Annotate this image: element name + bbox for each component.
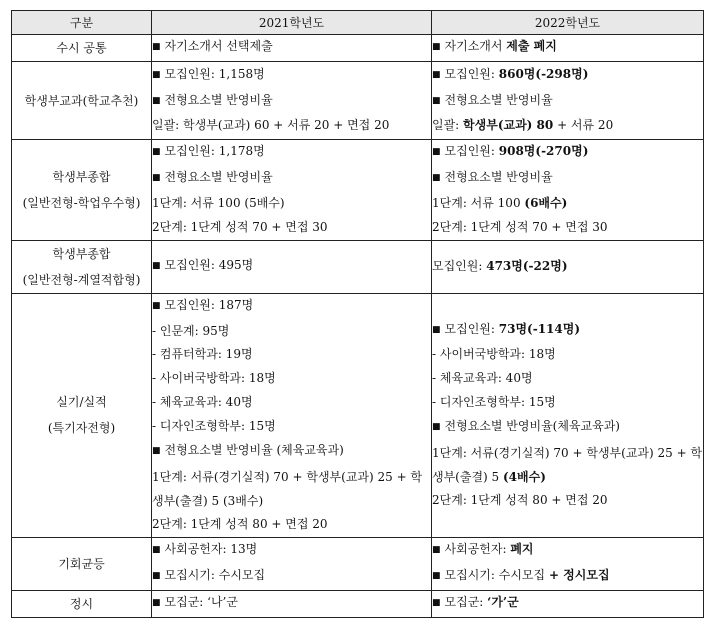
emphasis-text: 제출 폐지 [506,39,557,54]
cell-text: 모집인원: 1,158명 [164,66,265,81]
cell-line [152,216,431,240]
cell-text: 2단계: 1단계 성적 80 + 면접 20 [152,516,328,531]
table-body [12,35,704,618]
cell-text: 2단계: 1단계 성적 80 + 면접 20 [432,493,608,508]
category-label: (일반전형-계열적합형) [22,272,141,287]
cell-line [152,513,431,537]
cell-line [152,35,431,61]
cell-2021 [152,140,432,241]
bullet-icon: ■ [432,597,441,608]
cell-text: 1단계: 서류 100 (5배수) [152,195,285,210]
cell-text: - 인문계: 95명 [152,323,230,338]
category-label: 기회균등 [58,556,105,571]
category-cell [12,293,152,537]
cell-line [152,591,431,617]
cell-text: - 체육교육과: 40명 [432,371,533,386]
cell-line [152,166,431,192]
bullet-icon: ■ [152,147,161,157]
cell-2021 [152,293,432,537]
admissions-comparison-table [11,10,704,618]
bullet-icon: ■ [432,324,441,335]
bullet-icon: ■ [432,69,441,80]
cell-line [432,318,703,344]
cell-line [432,192,703,216]
cell-text: 모집인원: 1,178명 [164,144,265,158]
cell-2022 [432,537,704,590]
cell-line [432,367,703,391]
cell-text: 전형요소별 반영비율 [164,92,273,107]
cell-text: 모집인원: [444,321,499,336]
cell-text: 일괄: [432,118,464,133]
cell-line [432,166,703,192]
bullet-icon: ■ [152,172,161,183]
bullet-icon: ■ [432,147,441,157]
bullet-icon: ■ [152,597,161,608]
category-label: 학생부교과(학교추천) [24,93,139,108]
category-cell [12,140,152,241]
cell-text: - 컴퓨터학과: 19명 [152,347,253,362]
cell-text: + 서류 20 [553,118,614,133]
header-row [12,11,704,35]
cell-line [152,192,431,216]
cell-2021 [152,35,432,62]
cell-text: 전형요소별 반영비율 [444,92,553,107]
bullet-icon: ■ [432,172,441,183]
cell-text: 사회공헌자: 13명 [164,541,258,556]
cell-line [152,564,431,590]
cell-line [152,294,431,320]
table-row [12,35,704,62]
category-cell [12,35,152,62]
cell-text: 일괄: 학생부(교과) 60 + 서류 20 + 면접 20 [152,118,390,133]
bullet-icon: ■ [152,42,161,53]
cell-line [152,367,431,391]
emphasis-text: + 정시모집 [548,567,610,582]
cell-line [152,439,431,465]
category-label: 수시 공통 [56,41,107,55]
category-label: 학생부종합 [52,169,111,184]
cell-text: - 사이버국방학과: 18명 [152,371,276,386]
cell-line [432,140,703,166]
cell-text: 모집인원: 495명 [164,257,254,272]
cell-text: 2단계: 1단계 성적 70 + 면접 30 [152,219,328,234]
table-row [12,537,704,590]
cell-text: 모집군: [444,594,488,609]
cell-text: 사회공헌자: [444,541,511,556]
cell-line [152,254,431,280]
cell-2021 [152,240,432,293]
cell-line [432,255,703,279]
bullet-icon: ■ [432,422,441,433]
cell-2022 [432,140,704,241]
bullet-icon: ■ [432,95,441,106]
emphasis-text: ‘가’군 [487,594,519,609]
cell-text: 모집인원: 187명 [164,297,254,312]
cell-2022 [432,590,704,617]
cell-text: 모집시기: 수시모집 [444,567,549,582]
cell-2021 [152,590,432,617]
cell-text: 자기소개서 선택제출 [164,39,273,54]
category-cell [12,62,152,140]
cell-line [432,63,703,89]
cell-text: - 디자인조형학부: 15명 [152,419,276,434]
bullet-icon: ■ [152,570,161,581]
bullet-icon: ■ [432,42,441,53]
cell-line [432,415,703,441]
category-label: (특기자전형) [47,421,116,436]
emphasis-text: (4배수) [503,470,546,485]
category-label: 실기/실적 [56,395,107,410]
cell-line [432,591,703,617]
cell-line [152,114,431,138]
bullet-icon: ■ [152,544,161,555]
cell-text: 전형요소별 반영비율 [444,169,553,184]
cell-line [152,538,431,564]
emphasis-text: 908명(-270명) [498,144,589,158]
cell-text: 모집인원: [432,258,487,273]
cell-text: 모집군: ‘나’군 [164,594,238,609]
cell-2022 [432,240,704,293]
cell-line [152,320,431,344]
emphasis-text: 860명(-298명) [498,66,589,81]
table-row [12,140,704,241]
category-label: (일반전형-학업우수형) [22,195,141,210]
cell-line [152,343,431,367]
bullet-icon: ■ [152,300,161,311]
emphasis-text: (6배수) [524,195,568,210]
cell-line [432,441,703,489]
cell-text: 모집시기: 수시모집 [164,567,266,582]
cell-line [152,63,431,89]
cell-line [152,89,431,115]
cell-line [152,415,431,439]
cell-text: 2단계: 1단계 성적 70 + 면접 30 [432,219,608,234]
header-category: 구분 [12,11,152,35]
bullet-icon: ■ [152,446,161,457]
cell-line [432,114,703,138]
cell-text: 1단계: 서류 100 [432,195,525,210]
category-cell [12,240,152,293]
category-label: 학생부종합 [52,246,111,261]
cell-text: 전형요소별 반영비율 (체육교육과) [164,443,344,458]
category-label: 정시 [69,596,94,611]
table-row [12,293,704,537]
cell-line [152,140,431,166]
bullet-icon: ■ [152,95,161,106]
cell-line [152,465,431,513]
emphasis-text: 학생부(교과) 80 [463,118,554,133]
table-row [12,62,704,140]
cell-line [432,35,703,61]
cell-text: 전형요소별 반영비율(체육교육과) [444,419,620,434]
cell-line [432,343,703,367]
cell-text: 모집인원: [444,66,499,81]
emphasis-text: 폐지 [510,541,534,556]
emphasis-text: 473명(-22명) [486,258,568,273]
cell-2021 [152,537,432,590]
cell-2022 [432,293,704,537]
cell-line [432,89,703,115]
emphasis-text: 73명(-114명) [498,321,581,336]
cell-line [432,216,703,240]
category-cell [12,590,152,617]
header-2021: 2021학년도 [152,11,432,35]
cell-line [432,489,703,513]
cell-text: 1단계: 서류(경기실적) 70 + 학생부(교과) 25 + 학생부(출결) 5 [432,446,703,485]
cell-2022 [432,62,704,140]
cell-line [152,391,431,415]
cell-text: 1단계: 서류(경기실적) 70 + 학생부(교과) 25 + 학생부(출결) 5 (3배수) [152,469,423,508]
cell-text: 자기소개서 [444,39,507,54]
cell-text: 모집인원: [444,144,499,158]
cell-text: - 체육교육과: 40명 [152,395,253,410]
bullet-icon: ■ [432,570,441,581]
bullet-icon: ■ [152,69,161,80]
cell-2021 [152,62,432,140]
cell-line [432,391,703,415]
cell-text: 전형요소별 반영비율 [164,169,273,184]
category-cell [12,537,152,590]
cell-text: - 사이버국방학과: 18명 [432,347,556,362]
bullet-icon: ■ [152,260,161,271]
cell-line [432,564,703,590]
table-row [12,240,704,293]
cell-line [432,538,703,564]
bullet-icon: ■ [432,544,441,555]
cell-text: - 디자인조형학부: 15명 [432,395,556,410]
cell-2022 [432,35,704,62]
header-2022: 2022학년도 [432,11,704,35]
table-row [12,590,704,617]
